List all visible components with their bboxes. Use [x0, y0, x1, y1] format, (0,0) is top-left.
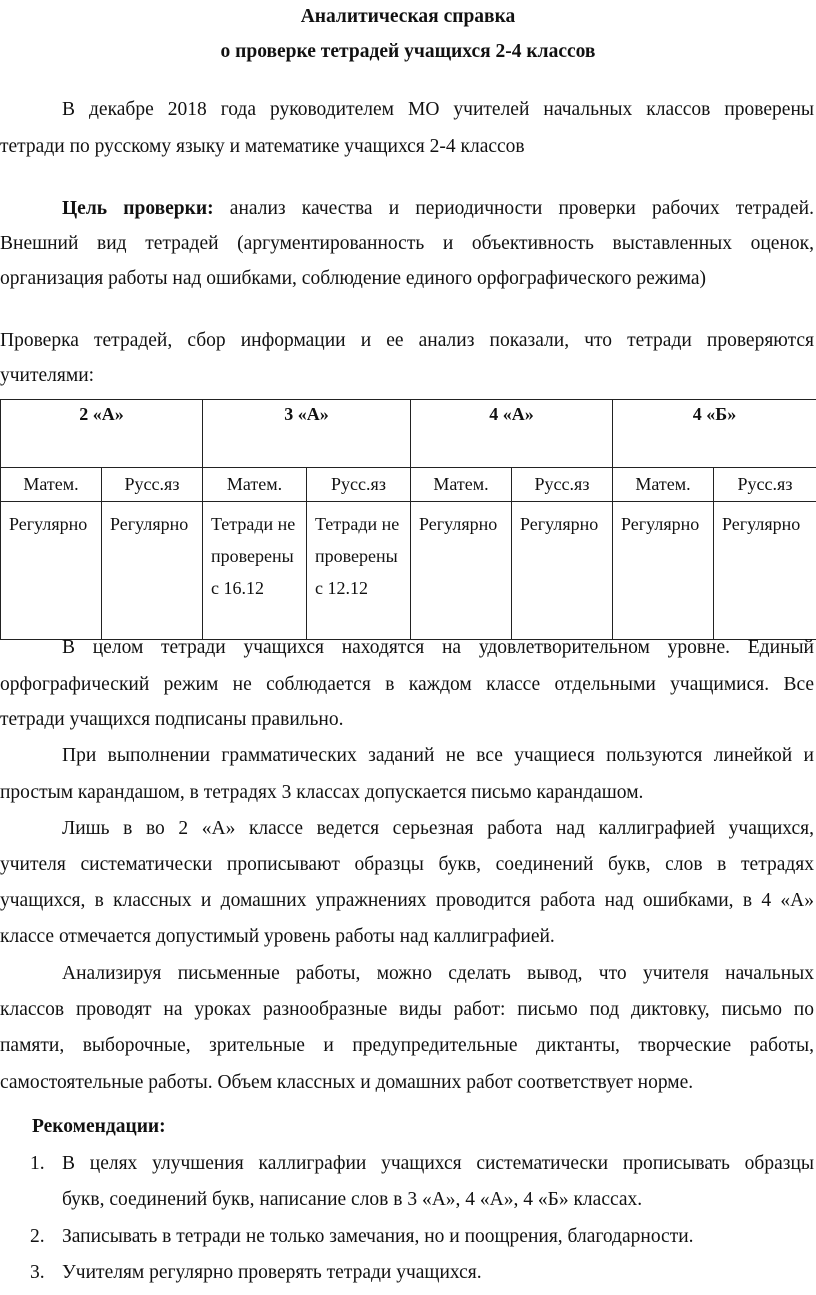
result-cell [1, 502, 102, 640]
result-text: Регулярно [110, 514, 189, 534]
list-number: 3. [30, 1262, 45, 1283]
result-text: Регулярно [419, 514, 498, 534]
goal-line-3: организация работы над ошибками, соблюдение единого орфографического режима) [0, 268, 706, 289]
subject-header-row [1, 468, 816, 502]
p1-line-1: В целом тетради учащихся находятся на удовлетворительном уровне. Единый [62, 637, 814, 658]
check-line-2: учителями: [0, 365, 95, 386]
p3-line-4: классе отмечается допустимый уровень работы над каллиграфией. [0, 926, 555, 947]
p1-line-3: тетради учащихся подписаны правильно. [0, 709, 344, 730]
result-cell [102, 502, 203, 640]
p4-line-3: памяти, выборочные, зрительные и предупредительные диктанты, творческие работы, [0, 1035, 814, 1056]
result-cell [411, 502, 512, 640]
result-cell [203, 502, 307, 640]
list-number: 2. [30, 1226, 45, 1247]
result-row [1, 502, 816, 640]
document-subtitle: о проверке тетрадей учащихся 2-4 классов [220, 41, 596, 62]
result-text: Тетради не проверены с 16.12 [211, 514, 296, 598]
list-number: 1. [30, 1153, 45, 1174]
class-header-cell: 4 «А» [411, 400, 613, 468]
result-cell [512, 502, 613, 640]
class-header-cell: 2 «А» [1, 400, 203, 468]
class-header-cell: 3 «А» [203, 400, 411, 468]
p3-line-3: учащихся, в классных и домашних упражнениях проводится работа над ошибками, в 4 «А» [0, 890, 814, 911]
recommendation-text: Записывать в тетради не только замечания, но и поощрения, благодарности. [62, 1226, 694, 1247]
result-text: Регулярно [520, 514, 599, 534]
p1-line-2: орфографический режим не соблюдается в каждом классе отдельными учащимися. Все [0, 674, 814, 695]
intro-line-1: В декабре 2018 года руководителем МО учителей начальных классов проверены [62, 99, 814, 120]
recommendation-text: В целях улучшения каллиграфии учащихся систематически прописывать образцы [62, 1153, 814, 1174]
result-cell [714, 502, 816, 640]
p3-line-2: учителя систематически прописывают образцы букв, соединений букв, слов в тетрадях [0, 854, 814, 875]
subject-cell: Русс.яз [102, 468, 203, 502]
p3-line-1: Лишь в во 2 «А» классе ведется серьезная работа над каллиграфией учащихся, [62, 818, 814, 839]
goal-label: Цель проверки: [62, 198, 214, 219]
p4-line-1: Анализируя письменные работы, можно сделать вывод, что учителя начальных [62, 963, 814, 984]
recommendations-heading: Рекомендации: [32, 1116, 166, 1137]
result-text: Регулярно [621, 514, 700, 534]
result-cell [613, 502, 714, 640]
p4-line-4: самостоятельные работы. Объем классных и домашних работ соответствует норме. [0, 1072, 694, 1093]
subject-cell: Матем. [411, 468, 512, 502]
goal-line-1 [62, 199, 814, 219]
subject-cell: Русс.яз [307, 468, 411, 502]
subject-cell: Матем. [203, 468, 307, 502]
p4-line-2: классов проводят на уроках разнообразные виды работ: письмо под диктовку, письмо по [0, 999, 814, 1020]
recommendation-text: Учителям регулярно проверять тетради учащихся. [62, 1262, 482, 1283]
subject-cell: Русс.яз [714, 468, 816, 502]
p2-line-1: При выполнении грамматических заданий не все учащиеся пользуются линейкой и [62, 745, 814, 766]
subject-cell: Матем. [613, 468, 714, 502]
results-table [0, 399, 816, 640]
result-text: Регулярно [722, 514, 801, 534]
goal-text: анализ качества и периодичности проверки рабочих тетрадей. [213, 198, 814, 219]
subject-cell: Русс.яз [512, 468, 613, 502]
result-text: Тетради не проверены с 12.12 [315, 514, 400, 598]
intro-line-2: тетради по русскому языку и математике учащихся 2-4 классов [0, 136, 525, 157]
goal-line-2: Внешний вид тетрадей (аргументированность и объективность выставленных оценок, [0, 233, 814, 254]
check-line-1: Проверка тетрадей, сбор информации и ее анализ показали, что тетради проверяются [0, 330, 814, 351]
subject-cell: Матем. [1, 468, 102, 502]
result-cell [307, 502, 411, 640]
document-title: Аналитическая справка [300, 6, 516, 27]
class-header-row [1, 400, 816, 468]
result-text: Регулярно [9, 514, 88, 534]
recommendation-text-cont: букв, соединений букв, написание слов в 3 «А», 4 «А», 4 «Б» классах. [62, 1189, 643, 1210]
class-header-cell: 4 «Б» [613, 400, 816, 468]
p2-line-2: простым карандашом, в тетрадях 3 классах допускается письмо карандашом. [0, 782, 644, 803]
